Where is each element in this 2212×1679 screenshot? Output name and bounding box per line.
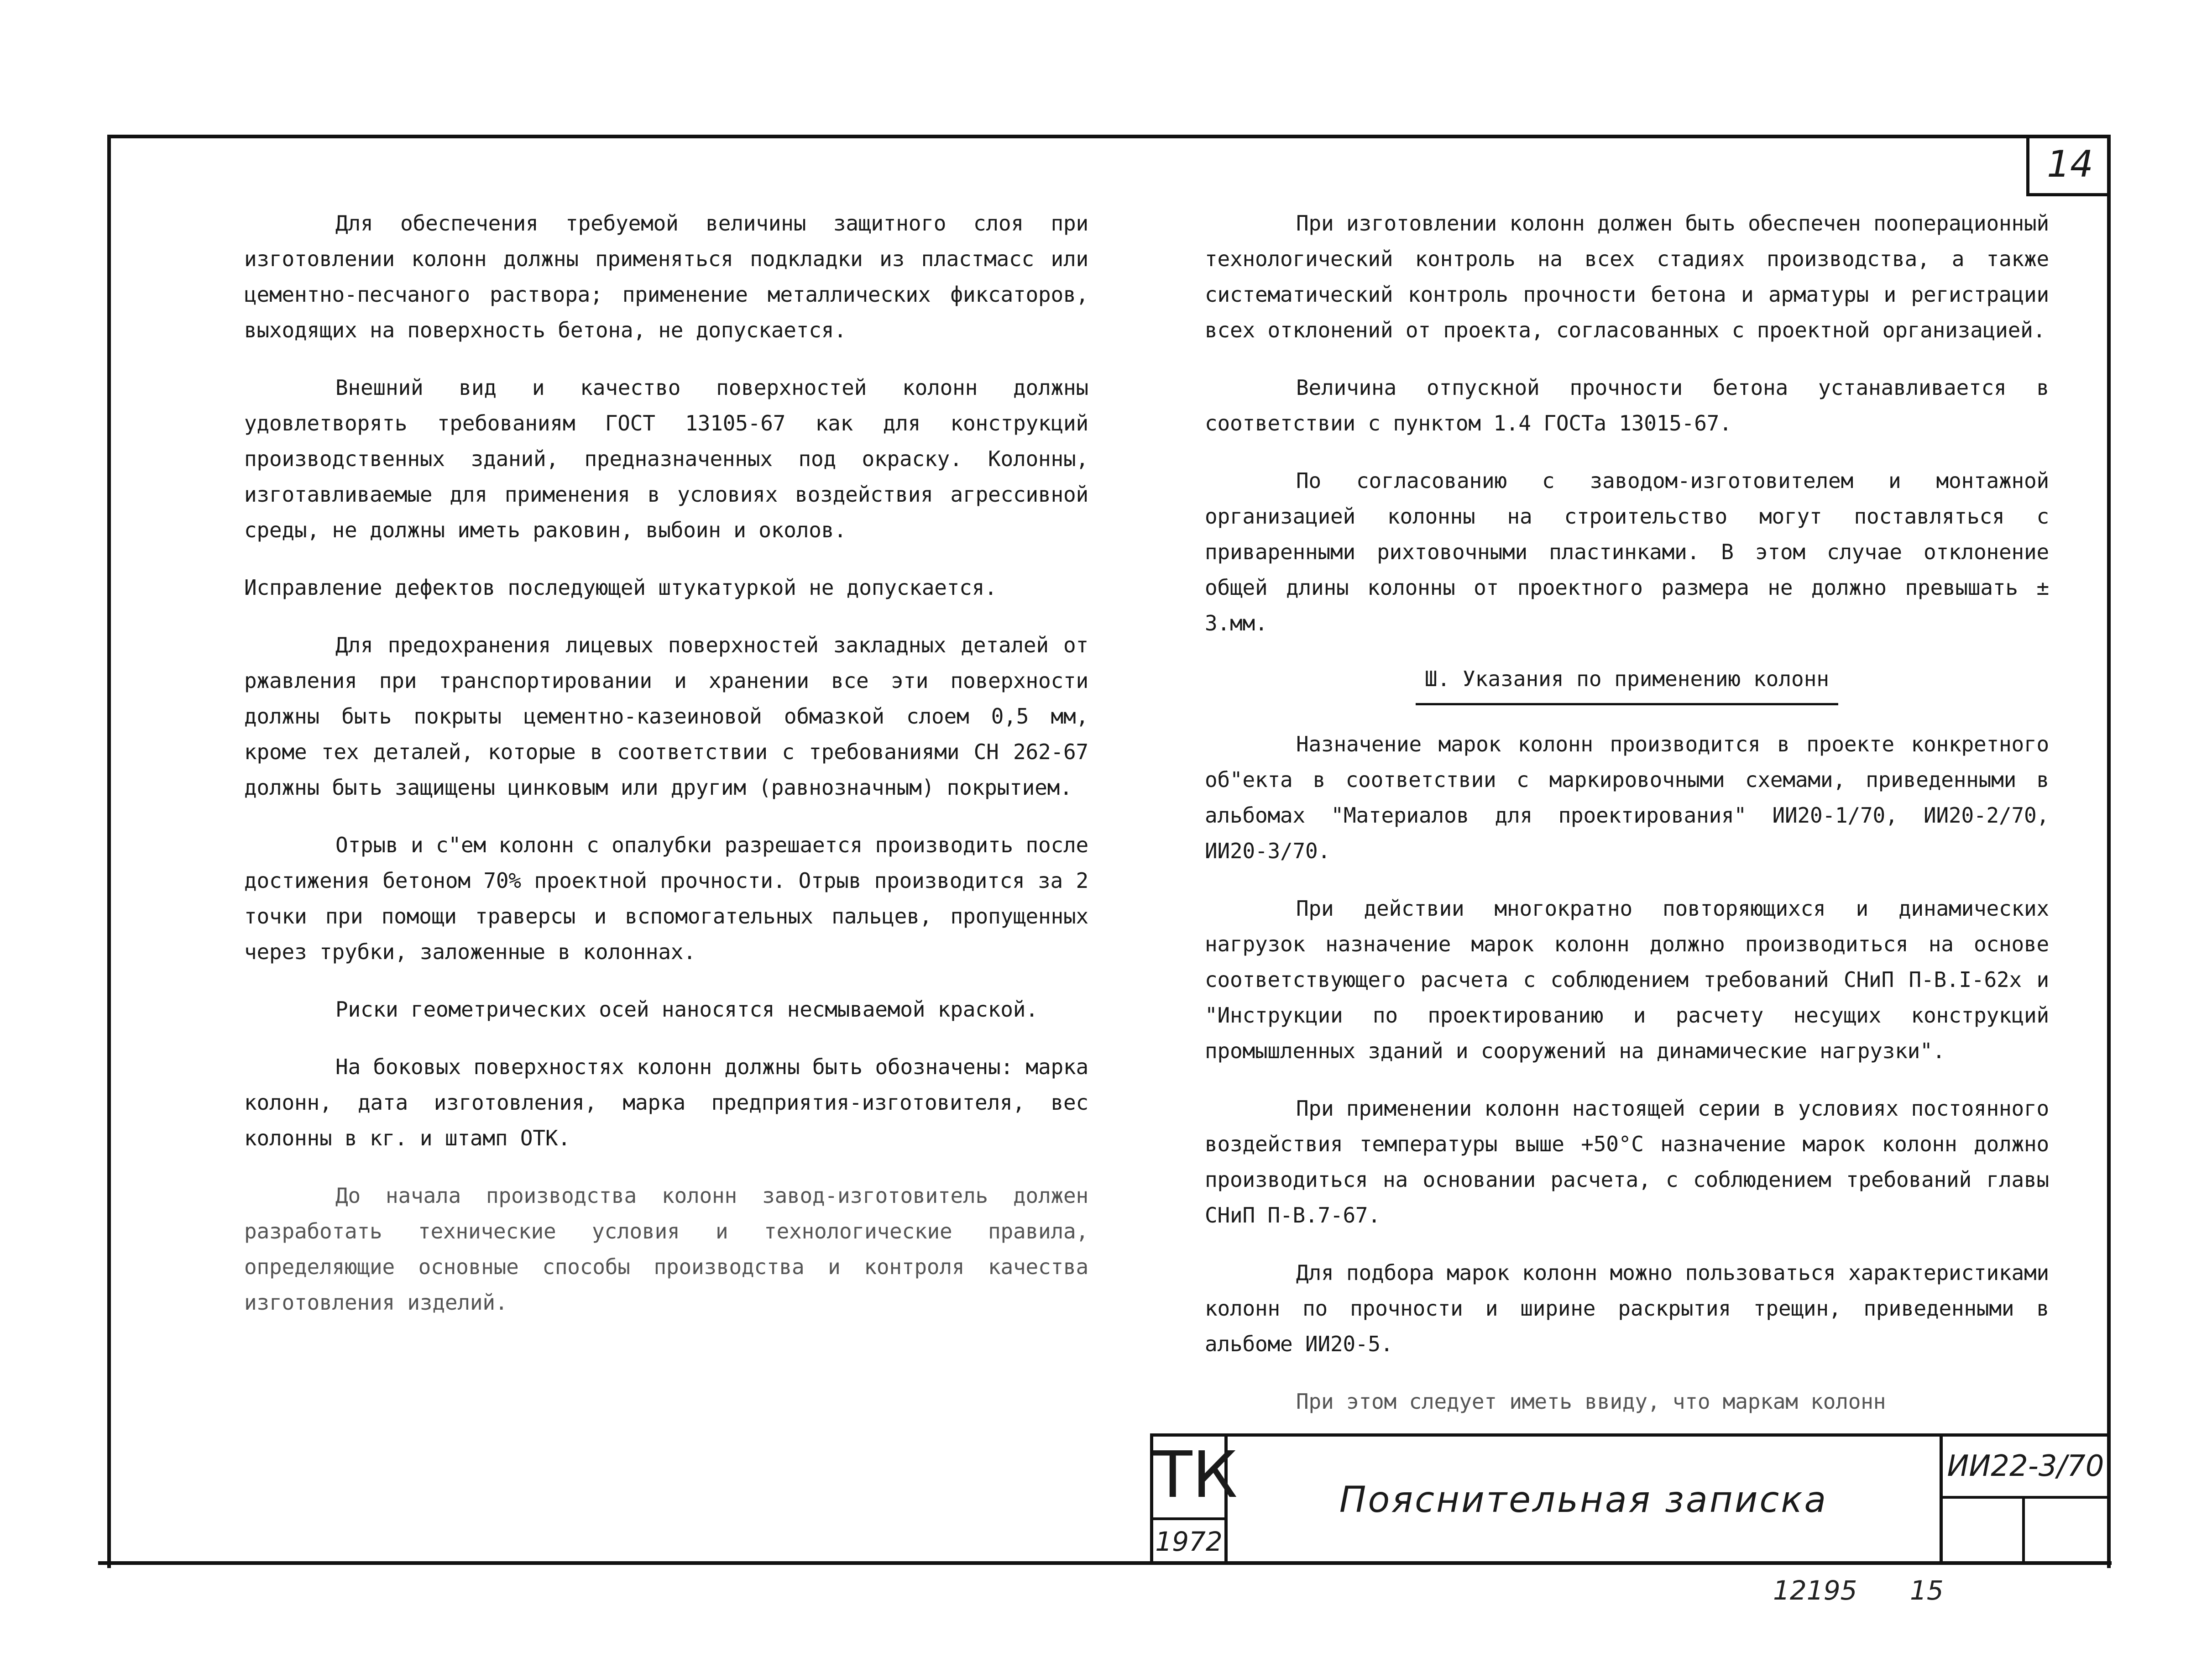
right-text-column	[1205, 205, 2049, 1441]
title-block-year: 1972	[1153, 1517, 1224, 1564]
paragraph: Для обеспечения требуемой величины защитного слоя при изготовлении колонн должны применяться подкладки из пластмасс или цементно-песчаного раствора; применение металлических фиксаторов, выходящих на поверхность бетона, не допускается.	[244, 211, 1088, 342]
paragraph: При этом следует иметь ввиду, что маркам колонн	[1296, 1389, 1886, 1414]
paragraph: Отрыв и с"ем колонн с опалубки разрешается производить после достижения бетоном 70% проектной прочности. Отрыв производится за 2 точки при помощи траверсы и вспомогательных пальцев, пропущенных через трубки, заложенные в колоннах.	[244, 833, 1088, 964]
paragraph: Назначение марок колонн производится в проекте конкретного об"екта в соответствии с маркировочными схемами, приведенными в альбомах "Материалов для проектирования" ИИ20-1/70, ИИ20-2/70, ИИ20-3/70.	[1205, 732, 2049, 863]
paragraph: До начала производства колонн завод-изготовитель должен разработать технические условия и технологические правила, определяющие основные способы производства и контроля качества изготовления изделий.	[244, 1183, 1088, 1315]
document-title: Пояснительная записка	[1339, 1480, 1828, 1521]
paragraph: Риски геометрических осей наносятся несмываемой краской.	[335, 997, 1038, 1022]
paragraph: Для предохранения лицевых поверхностей закладных деталей от ржавления при транспортировании и хранении все эти поверхности должны быть покрыты цементно-казеиновой обмазкой слоем 0,5 мм, кроме тех деталей, которые в соответствии с требованиями СН 262-67 должны быть защищены цинковым или другим (равнозначным) покрытием.	[244, 633, 1088, 800]
paragraph: На боковых поверхностях колонн должны быть обозначены: марка колонн, дата изготовления, марка предприятия-изготовителя, вес колонны в кг. и штамп ОТК.	[244, 1055, 1088, 1150]
section-heading	[1205, 663, 2049, 705]
series-code: ИИ22-3/70	[1943, 1437, 2108, 1499]
title-block-code-cell	[1940, 1437, 2108, 1564]
title-block-organization	[1150, 1437, 1238, 1564]
paragraph: Величина отпускной прочности бетона устанавливается в соответствии с пунктом 1.4 ГОСТа 13015-67.	[1205, 375, 2049, 435]
paragraph: По согласованию с заводом-изготовителем и монтажной организацией колонны на строительство могут поставляться с приваренными рихтовочными пластинками. В этом случае отклонение общей длины колонны от проектного размера не должно превышать ± 3.мм.	[1205, 468, 2049, 635]
paragraph: При применении колонн настоящей серии в условиях постоянного воздействия температуры выше +50°С назначение марок колонн должно производиться на основании расчета, с соблюдением требований главы СНиП П-В.7-67.	[1205, 1096, 2049, 1228]
left-text-column	[244, 205, 1088, 1342]
title-block	[1150, 1433, 2108, 1564]
section-heading-text: Ш. Указания по применению колонн	[1416, 663, 1838, 705]
page-number: 14	[2026, 135, 2111, 196]
paragraph: При действии многократно повторяющихся и динамических нагрузок назначение марок колонн должно производиться на основе соответствующего расчета с соблюдением требований СНиП П-В.I-62х и "Инструкции по проектированию и расчету несущих конструкций промышленных зданий и сооружений на динамические нагрузки".	[1205, 896, 2049, 1063]
archive-number: 12195	[1773, 1575, 1857, 1606]
title-block-empty-cell	[2025, 1499, 2108, 1564]
paragraph: Исправление дефектов последующей штукатуркой не допускается.	[244, 575, 997, 600]
paragraph: Внешний вид и качество поверхностей колонн должны удовлетворять требованиям ГОСТ 13105-67 как для конструкций производственных зданий, предназначенных под окраску. Колонны, изготавливаемые для применения в условиях воздействия агрессивной среды, не должны иметь раковин, выбоин и околов.	[244, 375, 1088, 542]
paragraph: Для подбора марок колонн можно пользоваться характеристиками колонн по прочности и ширине раскрытия трещин, приведенными в альбоме ИИ20-5.	[1205, 1260, 2049, 1356]
sheet-number: 15	[1910, 1575, 1944, 1606]
organization-mark: ТК	[1153, 1438, 1238, 1512]
title-block-empty-cell	[1943, 1499, 2025, 1564]
paragraph: При изготовлении колонн должен быть обеспечен пооперационный технологический контроль на всех стадиях производства, а также систематический контроль прочности бетона и арматуры и регистрации всех отклонений от проекта, согласованных с проектной организацией.	[1205, 211, 2049, 342]
